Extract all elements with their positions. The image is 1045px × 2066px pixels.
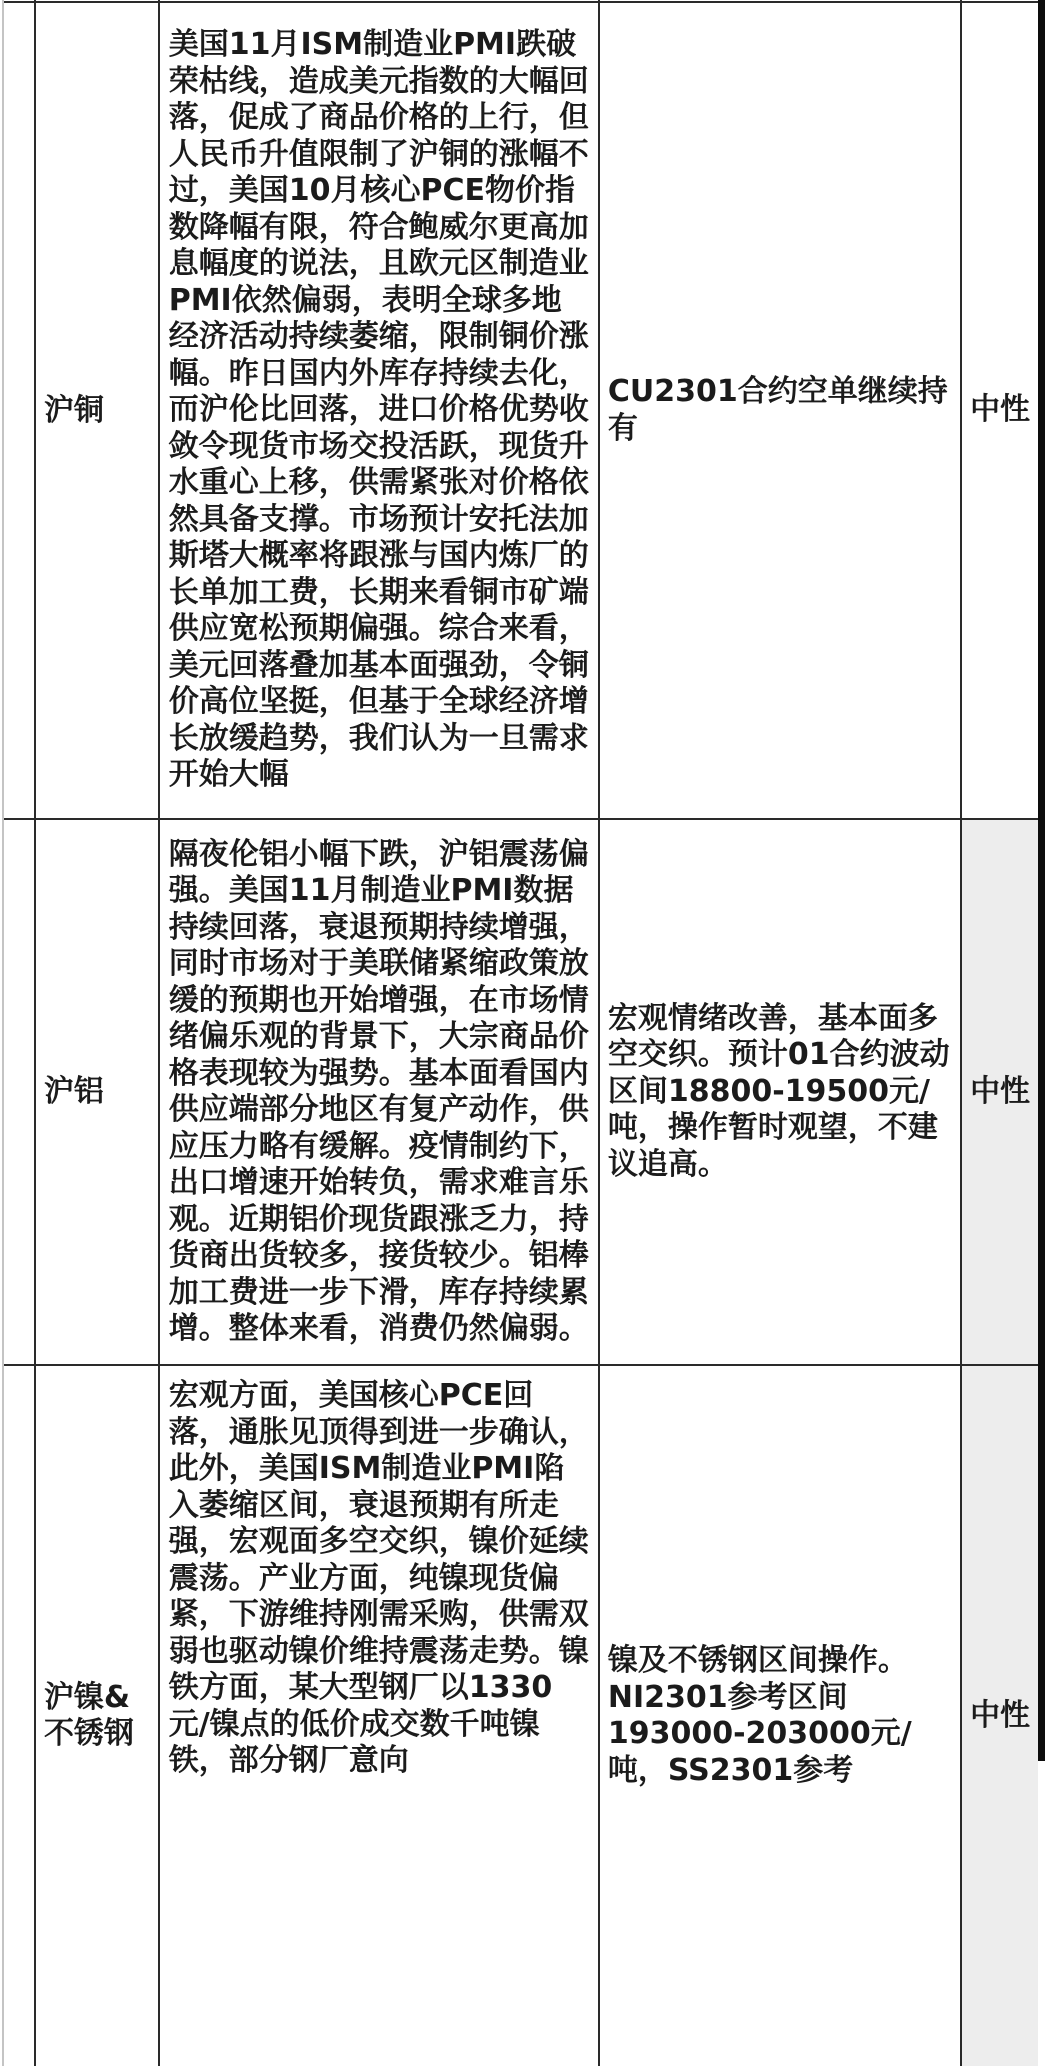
rating-cell (962, 1366, 1038, 2066)
commodity-cell (36, 3, 160, 818)
index-cell-empty (4, 820, 36, 1364)
index-cell-empty (4, 1366, 36, 2066)
analysis-text: 美国11月ISM制造业PMI跌破荣枯线，造成美元指数的大幅回落，促成了商品价格的上行，但人民币升值限制了沪铜的涨幅不过，美国10月核心PCE物价指数降幅有限，符合鲍威尔更高加息幅度的说法，且欧元区制造业PMI依然偏弱，表明全球多地经济活动持续萎缩，限制铜价涨幅。昨日国内外库存持续去化，而沪伦比回落，进口价格优势收敛令现货市场交投活跃，现货升水重心上移，供需紧张对价格依然具备支撑。市场预计安托法加斯塔大概率将跟涨与国内炼厂的长单加工费，长期来看铜市矿端供应宽松预期偏强。综合来看，美元回落叠加基本面强劲，令铜价高位坚挺，但基于全球经济增长放缓趋势，我们认为一旦需求开始大幅 (168, 27, 589, 793)
recommendation-cell (600, 3, 962, 818)
futures-strategy-table (2, 0, 1038, 2066)
analysis-text: 宏观方面，美国核心PCE回落，通胀见顶得到进一步确认，此外，美国ISM制造业PMI陷入萎缩区间，衰退预期有所走强，宏观面多空交织，镍价延续震荡。产业方面，纯镍现货偏紧，下游维持刚需采购，供需双弱也驱动镍价维持震荡走势。镍铁方面，某大型钢厂以1330元/镍点的低价成交数千吨镍铁，部分钢厂意向 (168, 1378, 589, 1778)
clipped-cell (36, 0, 160, 1)
clipped-cell (962, 0, 1038, 1)
analysis-cell (160, 3, 600, 818)
commodity-label: 沪镍&不锈钢 (43, 1680, 134, 1751)
analysis-cell (160, 820, 600, 1364)
rating-badge: 中性 (970, 1073, 1031, 1109)
commodity-label: 沪铝 (43, 1074, 104, 1109)
analysis-cell (160, 1366, 600, 2066)
recommendation-cell (600, 1366, 962, 2066)
recommendation-text: CU2301合约空单继续持有 (607, 374, 948, 446)
commodity-cell (36, 820, 160, 1364)
analysis-text: 隔夜伦铝小幅下跌，沪铝震荡偏强。美国11月制造业PMI数据持续回落，衰退预期持续增强，同时市场对于美联储紧缩政策放缓的预期也开始增强，在市场情绪偏乐观的背景下，大宗商品价格表现较为强势。基本面看国内供应端部分地区有复产动作，供应压力略有缓解。疫情制约下，出口增速开始转负，需求难言乐观。近期铝价现货跟涨乏力，持货商出货较多，接货较少。铝棒加工费进一步下滑，库存持续累增。整体来看，消费仍然偏弱。 (168, 836, 589, 1346)
recommendation-text: 宏观情绪改善，基本面多空交织。预计01合约波动区间18800-19500元/吨，操作暂时观望，不建议追高。 (607, 1000, 950, 1182)
recommendation-text: 镍及不锈钢区间操作。NI2301参考区间193000-203000元/吨，SS2301参考 (607, 1643, 912, 1788)
table-row-nickel-stainless (4, 1366, 1038, 2066)
commodity-cell (36, 1366, 160, 2066)
clipped-cell (4, 0, 36, 1)
rating-cell (962, 3, 1038, 818)
rating-cell (962, 820, 1038, 1364)
index-cell-empty (4, 3, 36, 818)
commodity-label: 沪铜 (43, 392, 104, 428)
recommendation-cell (600, 820, 962, 1364)
rating-badge: 中性 (970, 1697, 1031, 1733)
table-row-copper (4, 3, 1038, 820)
screenshot-right-edge-strip (1038, 0, 1045, 1761)
table-row-aluminum (4, 820, 1038, 1366)
rating-badge: 中性 (970, 392, 1031, 428)
